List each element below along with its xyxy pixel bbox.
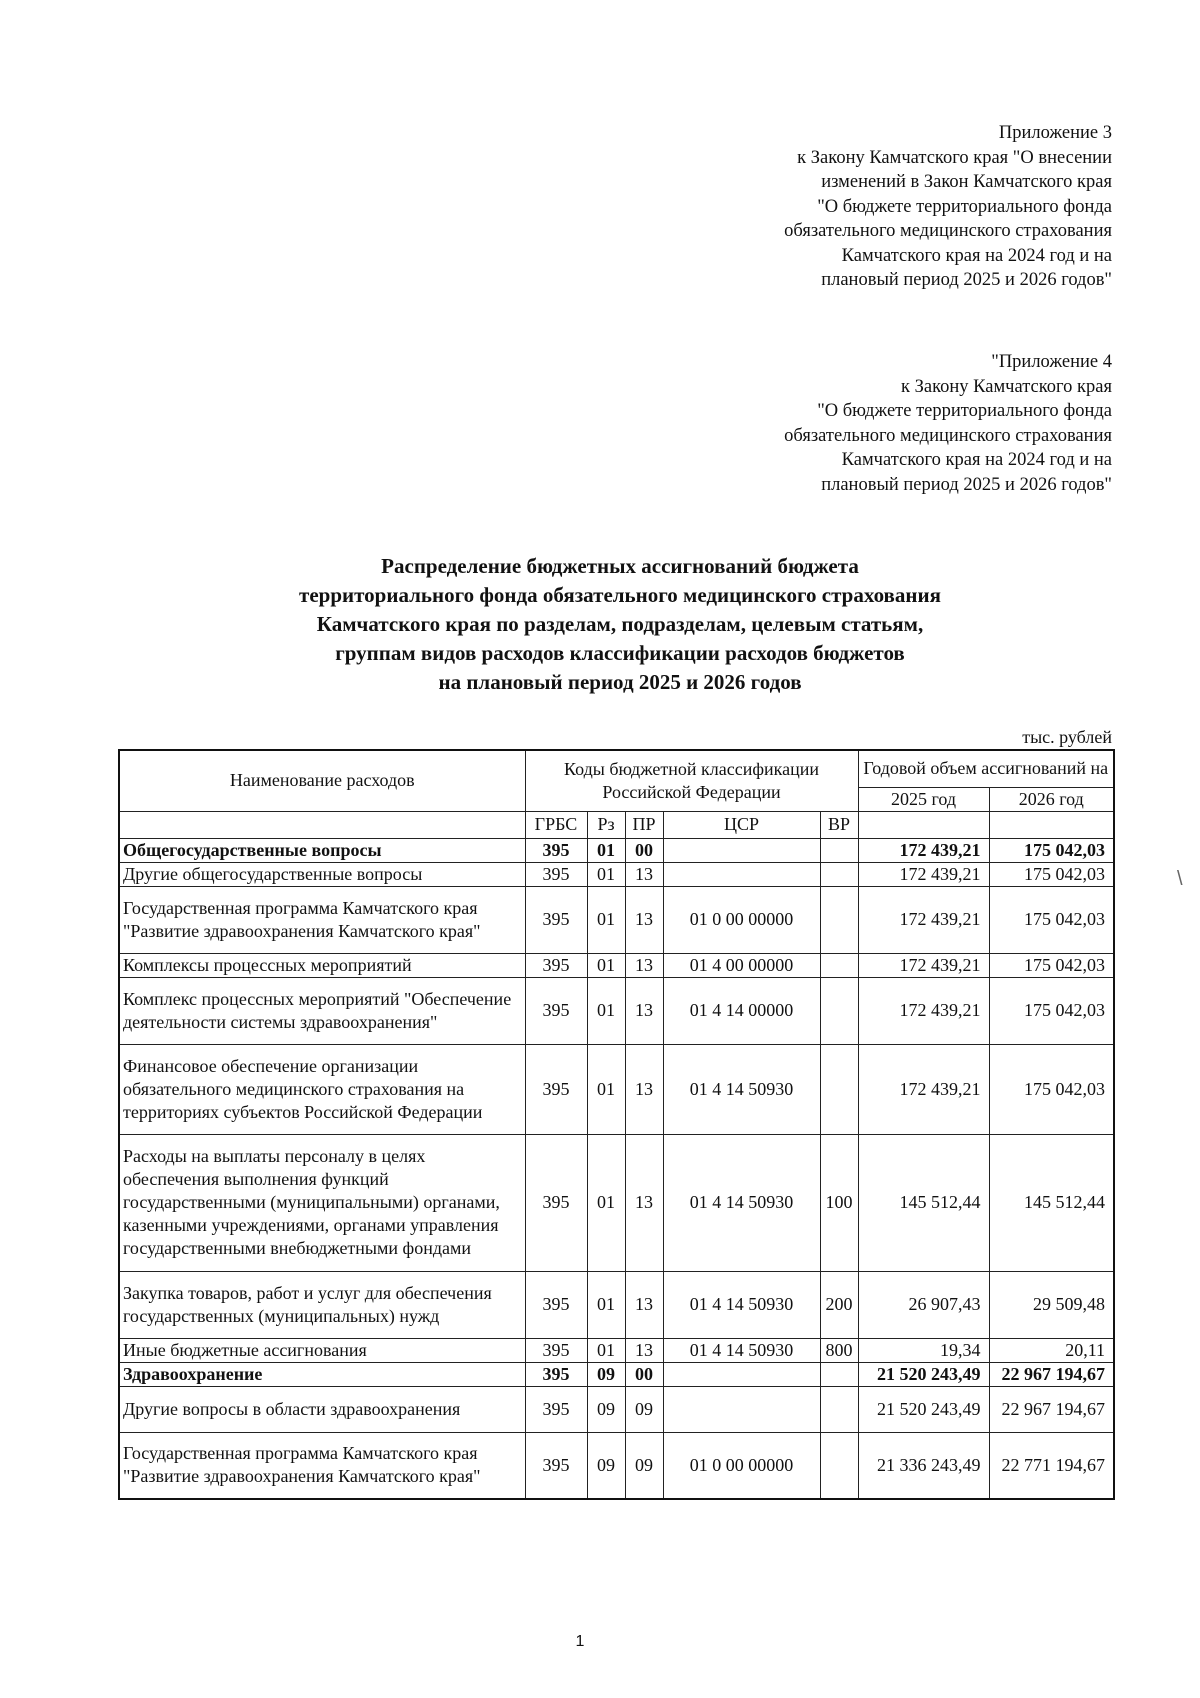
table-row: [119, 1044, 1114, 1134]
cell-rz: 01: [587, 838, 625, 862]
cell-pr: 00: [625, 1362, 663, 1386]
title-line: территориального фонда обязательного медицинского страхования: [299, 583, 941, 607]
cell-pr: 13: [625, 1338, 663, 1362]
cell-csr: 01 4 14 50930: [663, 1338, 820, 1362]
cell-vr: [820, 1362, 858, 1386]
cell-y2026: 22 771 194,67: [989, 1432, 1114, 1499]
header-year-2026: 2026 год: [989, 787, 1114, 811]
cell-rz: 01: [587, 977, 625, 1044]
cell-y2025: 145 512,44: [858, 1134, 989, 1271]
cell-grbs: 395: [525, 1386, 587, 1432]
cell-y2026: 145 512,44: [989, 1134, 1114, 1271]
cell-y2026: 22 967 194,67: [989, 1386, 1114, 1432]
cell-rz: 01: [587, 1271, 625, 1338]
page-number: 1: [575, 1633, 585, 1650]
cell-rz: 01: [587, 1338, 625, 1362]
cell-grbs: 395: [525, 886, 587, 953]
cell-y2026: 175 042,03: [989, 862, 1114, 886]
header-vr: ВР: [820, 811, 858, 838]
cell-csr: 01 0 00 00000: [663, 1432, 820, 1499]
cell-y2026: 29 509,48: [989, 1271, 1114, 1338]
cell-grbs: 395: [525, 1362, 587, 1386]
cell-pr: 09: [625, 1432, 663, 1499]
cell-rz: 01: [587, 886, 625, 953]
units-label: тыс. рублей: [1022, 727, 1112, 747]
cell-y2025: 172 439,21: [858, 886, 989, 953]
cell-y2025: 172 439,21: [858, 953, 989, 977]
annex-4-header: [692, 350, 1112, 497]
cell-vr: 800: [820, 1338, 858, 1362]
cell-y2026: 175 042,03: [989, 977, 1114, 1044]
header-grbs: ГРБС: [525, 811, 587, 838]
annex-line: к Закону Камчатского края "О внесении: [797, 147, 1112, 168]
cell-rz: 01: [587, 1134, 625, 1271]
cell-csr: 01 4 00 00000: [663, 953, 820, 977]
cell-grbs: 395: [525, 1044, 587, 1134]
cell-y2025: 21 336 243,49: [858, 1432, 989, 1499]
cell-name: Здравоохранение: [119, 1362, 525, 1386]
cell-vr: [820, 1432, 858, 1499]
cell-name: Комплекс процессных мероприятий "Обеспечение деятельности системы здравоохранения": [119, 977, 525, 1044]
cell-grbs: 395: [525, 838, 587, 862]
cell-rz: 01: [587, 953, 625, 977]
table-row: [119, 977, 1114, 1044]
document-title: [160, 552, 1080, 697]
cell-vr: 100: [820, 1134, 858, 1271]
cell-rz: 09: [587, 1386, 625, 1432]
annex-line: изменений в Закон Камчатского края: [821, 172, 1112, 192]
table-subheader-row: [119, 811, 1114, 838]
cell-csr: [663, 1362, 820, 1386]
table-row: [119, 1432, 1114, 1499]
cell-vr: [820, 1044, 858, 1134]
cell-grbs: 395: [525, 977, 587, 1044]
table-header-row: [119, 750, 1114, 787]
cell-name: Другие общегосударственные вопросы: [119, 862, 525, 886]
cell-y2025: 26 907,43: [858, 1271, 989, 1338]
header-rz: Рз: [587, 811, 625, 838]
table-row: [119, 953, 1114, 977]
cell-name: Иные бюджетные ассигнования: [119, 1338, 525, 1362]
cell-y2025: 172 439,21: [858, 1044, 989, 1134]
cell-name: Государственная программа Камчатского края "Развитие здравоохранения Камчатского края": [119, 1432, 525, 1499]
cell-csr: 01 4 14 50930: [663, 1044, 820, 1134]
cell-pr: 13: [625, 886, 663, 953]
cell-vr: [820, 1386, 858, 1432]
cell-y2025: 21 520 243,49: [858, 1386, 989, 1432]
cell-grbs: 395: [525, 1134, 587, 1271]
annex-line: Камчатского края на 2024 год и на: [841, 245, 1112, 266]
cell-y2025: 21 520 243,49: [858, 1362, 989, 1386]
cell-csr: [663, 862, 820, 886]
cell-y2026: 22 967 194,67: [989, 1362, 1114, 1386]
subheader-empty: [119, 811, 525, 838]
cell-grbs: 395: [525, 1432, 587, 1499]
table-row: [119, 886, 1114, 953]
cell-name: Общегосударственные вопросы: [119, 838, 525, 862]
cell-y2026: 175 042,03: [989, 1044, 1114, 1134]
subheader-empty: [858, 811, 989, 838]
table-row: [119, 838, 1114, 862]
header-csr: ЦСР: [663, 811, 820, 838]
cell-vr: [820, 886, 858, 953]
cell-csr: 01 4 14 00000: [663, 977, 820, 1044]
cell-pr: 13: [625, 862, 663, 886]
cell-pr: 13: [625, 1134, 663, 1271]
cell-pr: 13: [625, 977, 663, 1044]
cell-pr: 13: [625, 953, 663, 977]
cell-pr: 00: [625, 838, 663, 862]
cell-vr: [820, 953, 858, 977]
annex-line: "О бюджете территориального фонда: [817, 196, 1112, 217]
cell-y2025: 172 439,21: [858, 977, 989, 1044]
annex-3-header: [692, 121, 1112, 293]
annex-line: к Закону Камчатского края: [901, 376, 1112, 397]
cell-name: Финансовое обеспечение организации обязательного медицинского страхования на территориях субъектов Российской Федерации: [119, 1044, 525, 1134]
cell-name: Комплексы процессных мероприятий: [119, 953, 525, 977]
cell-pr: 09: [625, 1386, 663, 1432]
title-line: Распределение бюджетных ассигнований бюджета: [381, 554, 859, 578]
annex-line: "Приложение 4: [991, 352, 1112, 372]
cell-pr: 13: [625, 1271, 663, 1338]
annex-line: "О бюджете территориального фонда: [817, 401, 1112, 421]
header-year-2025: 2025 год: [858, 787, 989, 811]
cell-grbs: 395: [525, 862, 587, 886]
header-codes: Коды бюджетной классификации Российской Федерации: [525, 750, 858, 811]
title-line: группам видов расходов классификации расходов бюджетов: [335, 641, 905, 665]
cell-grbs: 395: [525, 1271, 587, 1338]
cell-name: Государственная программа Камчатского края "Развитие здравоохранения Камчатского края": [119, 886, 525, 953]
cell-y2026: 20,11: [989, 1338, 1114, 1362]
table-row: [119, 1386, 1114, 1432]
cell-csr: 01 4 14 50930: [663, 1271, 820, 1338]
cell-vr: [820, 977, 858, 1044]
budget-table: [118, 749, 1115, 1500]
header-volume: Годовой объем ассигнований на: [858, 750, 1114, 787]
cell-vr: [820, 862, 858, 886]
cell-y2026: 175 042,03: [989, 838, 1114, 862]
cell-name: Другие вопросы в области здравоохранения: [119, 1386, 525, 1432]
cell-name: Закупка товаров, работ и услуг для обеспечения государственных (муниципальных) нужд: [119, 1271, 525, 1338]
title-line: на плановый период 2025 и 2026 годов: [438, 670, 802, 694]
table-row: [119, 862, 1114, 886]
annex-line: Приложение 3: [998, 123, 1112, 143]
annex-line: Камчатского края на 2024 год и на: [841, 450, 1112, 470]
cell-csr: 01 0 00 00000: [663, 886, 820, 953]
table-row: [119, 1271, 1114, 1338]
cell-rz: 01: [587, 862, 625, 886]
cell-grbs: 395: [525, 953, 587, 977]
cell-rz: 09: [587, 1362, 625, 1386]
header-name: Наименование расходов: [119, 750, 525, 811]
title-line: Камчатского края по разделам, подразделам, целевым статьям,: [316, 612, 924, 636]
subheader-empty: [989, 811, 1114, 838]
cell-rz: 01: [587, 1044, 625, 1134]
cell-y2026: 175 042,03: [989, 953, 1114, 977]
cell-csr: [663, 1386, 820, 1432]
cell-vr: [820, 838, 858, 862]
table-row: [119, 1362, 1114, 1386]
cell-csr: [663, 838, 820, 862]
cell-y2026: 175 042,03: [989, 886, 1114, 953]
annex-line: плановый период 2025 и 2026 годов": [821, 270, 1112, 290]
margin-mark: \: [1177, 868, 1183, 890]
annex-line: плановый период 2025 и 2026 годов": [821, 474, 1112, 495]
cell-grbs: 395: [525, 1338, 587, 1362]
header-pr: ПР: [625, 811, 663, 838]
annex-line: обязательного медицинского страхования: [784, 425, 1112, 446]
cell-y2025: 19,34: [858, 1338, 989, 1362]
annex-line: обязательного медицинского страхования: [784, 221, 1112, 241]
cell-pr: 13: [625, 1044, 663, 1134]
table-row: [119, 1134, 1114, 1271]
cell-vr: 200: [820, 1271, 858, 1338]
table-row: [119, 1338, 1114, 1362]
cell-rz: 09: [587, 1432, 625, 1499]
cell-name: Расходы на выплаты персоналу в целях обеспечения выполнения функций государственными (муниципальными) органами, казенными учреждениями, органами управления государственными внебюджетными фондами: [119, 1134, 525, 1271]
cell-csr: 01 4 14 50930: [663, 1134, 820, 1271]
cell-y2025: 172 439,21: [858, 838, 989, 862]
cell-y2025: 172 439,21: [858, 862, 989, 886]
